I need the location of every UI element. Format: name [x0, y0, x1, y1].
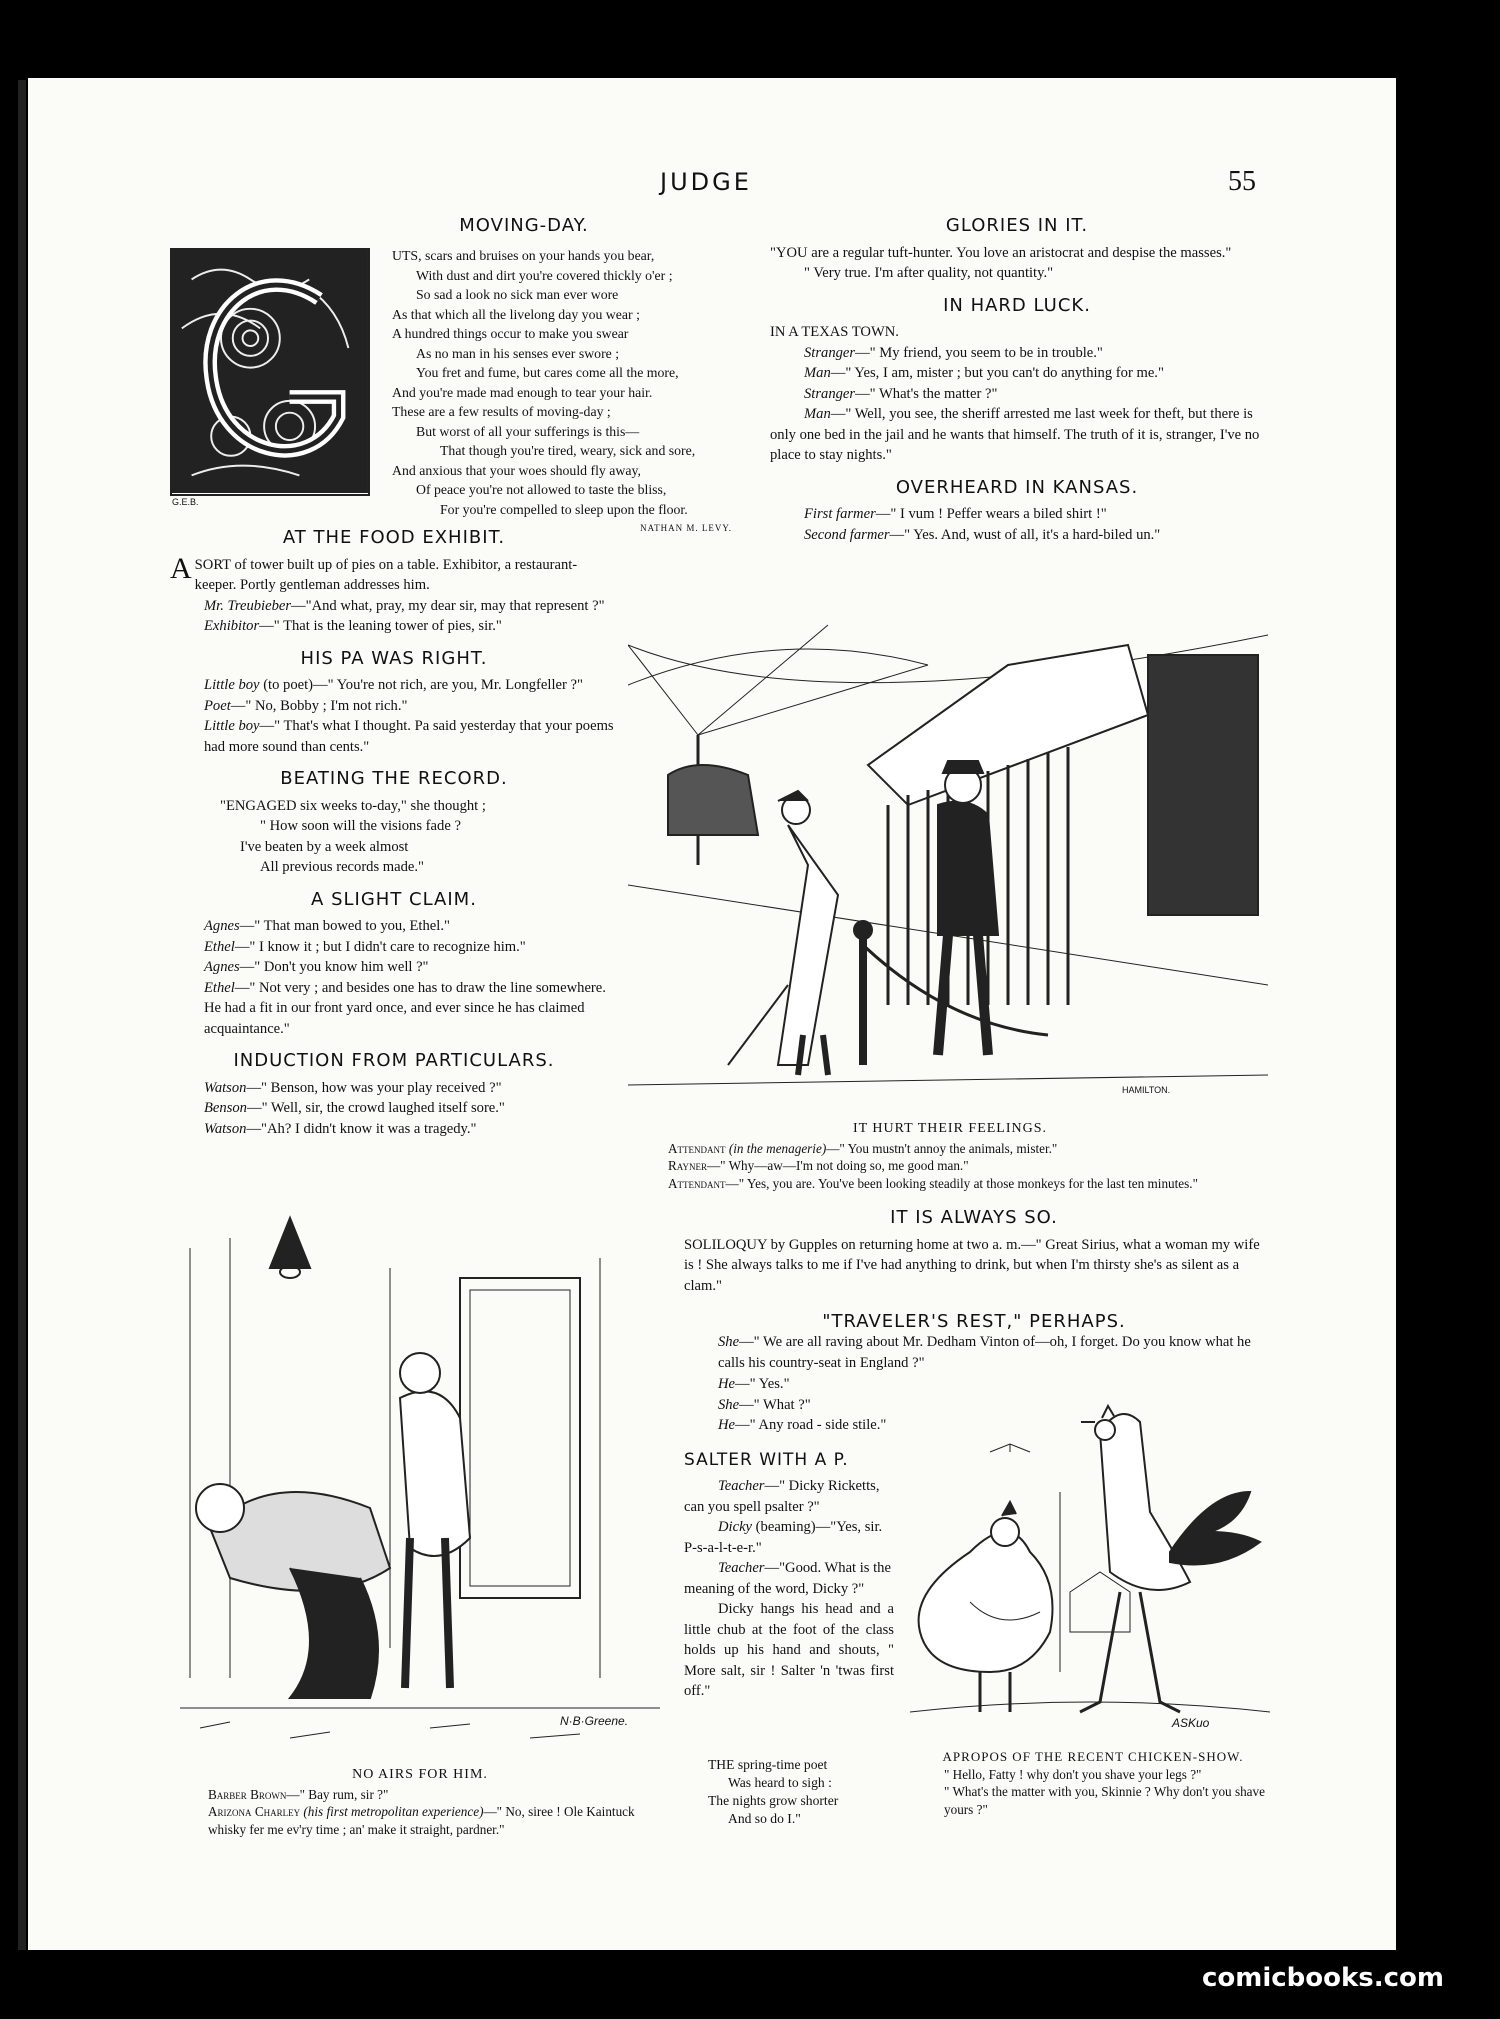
menagerie-illustration — [628, 605, 1268, 1105]
menagerie-cartoon — [628, 605, 1268, 1105]
hard-luck-line: Stranger—" What's the matter ?" — [804, 385, 998, 402]
chicken-illustration — [910, 1392, 1270, 1742]
hard-luck-opening: IN A TEXAS TOWN. — [770, 324, 899, 340]
record-title: BEATING THE RECORD. — [280, 768, 508, 789]
menagerie-signature: HAMILTON. — [1122, 1085, 1171, 1095]
always-so-title: IT IS ALWAYS SO. — [890, 1207, 1058, 1228]
poem-author: NATHAN M. LEVY. — [640, 523, 732, 533]
kansas-line: Second farmer—" Yes. And, wust of all, it's a hard-biled un." — [804, 526, 1161, 543]
barber-caption — [170, 1762, 670, 1838]
moving-day-poem — [368, 216, 720, 243]
poem-line: UTS, scars and bruises on your hands you bear, — [392, 248, 655, 263]
travelers-rest-bottom — [684, 1374, 894, 1702]
ornate-g-illustration — [172, 250, 368, 493]
chicken-caption — [918, 1744, 1268, 1818]
barber-cartoon — [170, 1208, 670, 1756]
slight-claim-line: Agnes—" That man bowed to you, Ethel." — [204, 918, 450, 934]
poem-line: "ENGAGED six weeks to-day," she thought ; — [220, 797, 486, 814]
poem-line: THE spring-time poet — [708, 1757, 828, 1772]
masthead: JUDGE — [660, 168, 752, 196]
poem-line: For you're compelled to sleep upon the floor. — [440, 501, 688, 517]
poem-line: The nights grow shorter — [708, 1793, 839, 1808]
slight-claim-title: A SLIGHT CLAIM. — [311, 888, 477, 910]
chicken-caption-title: APROPOS OF THE RECENT CHICKEN-SHOW. — [942, 1749, 1244, 1764]
poem-line: You fret and fume, but cares come all the more, — [416, 365, 679, 380]
poem-line: And anxious that your woes should fly away, — [392, 462, 641, 478]
poem-line: " How soon will the visions fade ? — [260, 818, 461, 834]
travelers-rest-line: She—" We are all raving about Mr. Dedham Vinton of—oh, I forget. Do you know what he calls his country-seat in England ?" — [718, 1334, 1251, 1371]
ornate-initial-g — [170, 248, 370, 496]
travelers-rest-top — [684, 1332, 1264, 1373]
page-header — [0, 168, 1500, 208]
glories-line: " Very true. I'm after quality, not quantity." — [804, 265, 1054, 281]
kansas-title: OVERHEARD IN KANSAS. — [895, 476, 1139, 498]
site-watermark: comicbooks.com — [1201, 1963, 1444, 1993]
right-column-top — [770, 216, 1264, 545]
poem-line: All previous records made." — [260, 859, 425, 875]
food-exhibit-title: AT THE FOOD EXHIBIT. — [282, 527, 506, 548]
poem-line: And so do I." — [728, 1811, 801, 1826]
slight-claim-line: Ethel—" I know it ; but I didn't care to recognize him." — [204, 938, 526, 955]
pa-right-line: Little boy—" That's what I thought. Pa said yesterday that your poems had more sound than cents." — [204, 718, 614, 755]
salter-line: Teacher—" Dicky Ricketts, can you spell psalter ?" — [684, 1478, 880, 1515]
moving-day-lines — [392, 246, 752, 539]
induction-line: Benson—" Well, sir, the crowd laughed itself sore." — [204, 1100, 505, 1116]
hard-luck-title: IN HARD LUCK. — [943, 294, 1091, 316]
record-poem — [170, 796, 618, 878]
pa-right-line: Poet—" No, Bobby ; I'm not rich." — [204, 697, 408, 714]
barber-caption-title: NO AIRS FOR HIM. — [352, 1767, 488, 1782]
poem-line: These are a few results of moving-day ; — [392, 404, 611, 419]
travelers-rest-line: She—" What ?" — [718, 1396, 811, 1413]
travelers-rest-line: He—" Any road - side stile." — [718, 1417, 887, 1433]
hard-luck-line: Man—" Well, you see, the sheriff arrested me last week for theft, but there is only one bed in the jail and he wants that himself. The truth of it is, stranger, I've no place to stay nights." — [770, 406, 1260, 463]
poem-line: But worst of all your sufferings is this— — [416, 423, 640, 439]
barber-line: Barber Brown—" Bay rum, sir ?" — [208, 1786, 389, 1802]
salter-title: SALTER WITH A P. — [684, 1449, 849, 1470]
chicken-cartoon — [910, 1392, 1270, 1742]
menagerie-line: Attendant—" Yes, you are. You've been looking steadily at those monkeys for the last ten minutes." — [668, 1175, 1198, 1191]
left-column — [170, 520, 618, 1139]
chicken-line: " What's the matter with you, Skinnie ? Why don't you shave yours ?" — [944, 1784, 1265, 1817]
barber-illustration — [170, 1208, 670, 1756]
barber-line: Arizona Charley (his first metropolitan experience)—" No, siree ! Ole Kaintuck whisky fer me ev'ry time ; an' make it straight, pardner." — [208, 1804, 635, 1837]
hard-luck-line: Man—" Yes, I am, mister ; but you can't do anything for me." — [804, 365, 1164, 381]
salter-line: Dicky hangs his head and a little chub at the foot of the class holds up his hand and shouts, " More salt, sir ! Salter 'n 'twas first off." — [684, 1601, 894, 1699]
page-number: 55 — [1228, 166, 1256, 197]
travelers-rest-title: "TRAVELER'S REST," PERHAPS. — [822, 1311, 1126, 1332]
food-exhibit-line: Exhibitor—" That is the leaning tower of pies, sir." — [204, 618, 502, 634]
food-exhibit-line: Mr. Treubieber—"And what, pray, my dear sir, may that represent ?" — [204, 597, 605, 614]
pa-right-line: Little boy (to poet)—" You're not rich, are you, Mr. Longfeller ?" — [204, 677, 583, 693]
always-so-text: SOLILOQUY by Gupples on returning home at two a. m.—" Great Sirius, what a woman my wife is ! She always talks to me if I've had anything to drink, but when I'm thirsty she's as silent as a clam." — [684, 1236, 1260, 1294]
slight-claim-line: Agnes—" Don't you know him well ?" — [204, 959, 429, 975]
slight-claim-line: Ethel—" Not very ; and besides one has to draw the line somewhere. He had a fit in our front yard once, and ever since he has claimed acquaintance." — [204, 979, 606, 1037]
glories-line: "YOU are a regular tuft-hunter. You love an aristocrat and despise the masses." — [770, 244, 1232, 261]
poem-line: A hundred things occur to make you swear — [392, 326, 629, 341]
scan-edge — [18, 80, 26, 1950]
poem-line: As no man in his senses ever swore ; — [416, 345, 620, 361]
poem-line: Of peace you're not allowed to taste the bliss, — [416, 482, 667, 497]
menagerie-caption-title: IT HURT THEIR FEELINGS. — [852, 1121, 1048, 1136]
chicken-signature: ASKuo — [1172, 1716, 1210, 1730]
induction-line: Watson—"Ah? I didn't know it was a tragedy." — [204, 1120, 477, 1137]
always-so — [684, 1196, 1264, 1339]
moving-day-title: MOVING-DAY. — [459, 215, 589, 236]
initial-signature: G.E.B. — [172, 497, 199, 507]
salter-line: Dicky (beaming)—"Yes, sir. P-s-a-l-t-e-r." — [684, 1519, 883, 1556]
poem-line: With dust and dirt you're covered thickly o'er ; — [416, 267, 673, 283]
induction-title: INDUCTION FROM PARTICULARS. — [233, 1050, 555, 1071]
menagerie-caption — [636, 1116, 1264, 1192]
poem-line: So sad a look no sick man ever wore — [416, 287, 619, 302]
menagerie-line: Attendant (in the menagerie)—" You mustn't annoy the animals, mister." — [668, 1140, 1058, 1156]
salter-line: Teacher—"Good. What is the meaning of the word, Dicky ?" — [684, 1560, 891, 1597]
chicken-line: " Hello, Fatty ! why don't you shave your legs ?" — [944, 1766, 1202, 1782]
poem-line: And you're made mad enough to tear your hair. — [392, 384, 653, 400]
poem-line: I've beaten by a week almost — [240, 838, 409, 855]
poem-line: That though you're tired, weary, sick and sore, — [440, 443, 696, 458]
glories-title: GLORIES IN IT. — [945, 215, 1089, 236]
poem-line: Was heard to sigh : — [728, 1775, 832, 1790]
travelers-rest-line: He—" Yes." — [718, 1376, 790, 1392]
kansas-line: First farmer—" I vum ! Peffer wears a biled shirt !" — [804, 506, 1107, 522]
food-exhibit-text: ASORT of tower built up of pies on a table. Exhibitor, a restaurant-keeper. Portly gentleman addresses him. — [170, 551, 578, 593]
induction-line: Watson—" Benson, how was your play received ?" — [204, 1079, 502, 1096]
pa-right-title: HIS PA WAS RIGHT. — [300, 647, 488, 669]
menagerie-line: Rayner—" Why—aw—I'm not doing so, me good man." — [668, 1158, 969, 1173]
poem-line: As that which all the livelong day you wear ; — [392, 306, 640, 322]
spring-poet-poem — [708, 1756, 908, 1828]
hard-luck-line: Stranger—" My friend, you seem to be in trouble." — [804, 344, 1103, 361]
barber-signature: N·B·Greene. — [560, 1714, 629, 1728]
